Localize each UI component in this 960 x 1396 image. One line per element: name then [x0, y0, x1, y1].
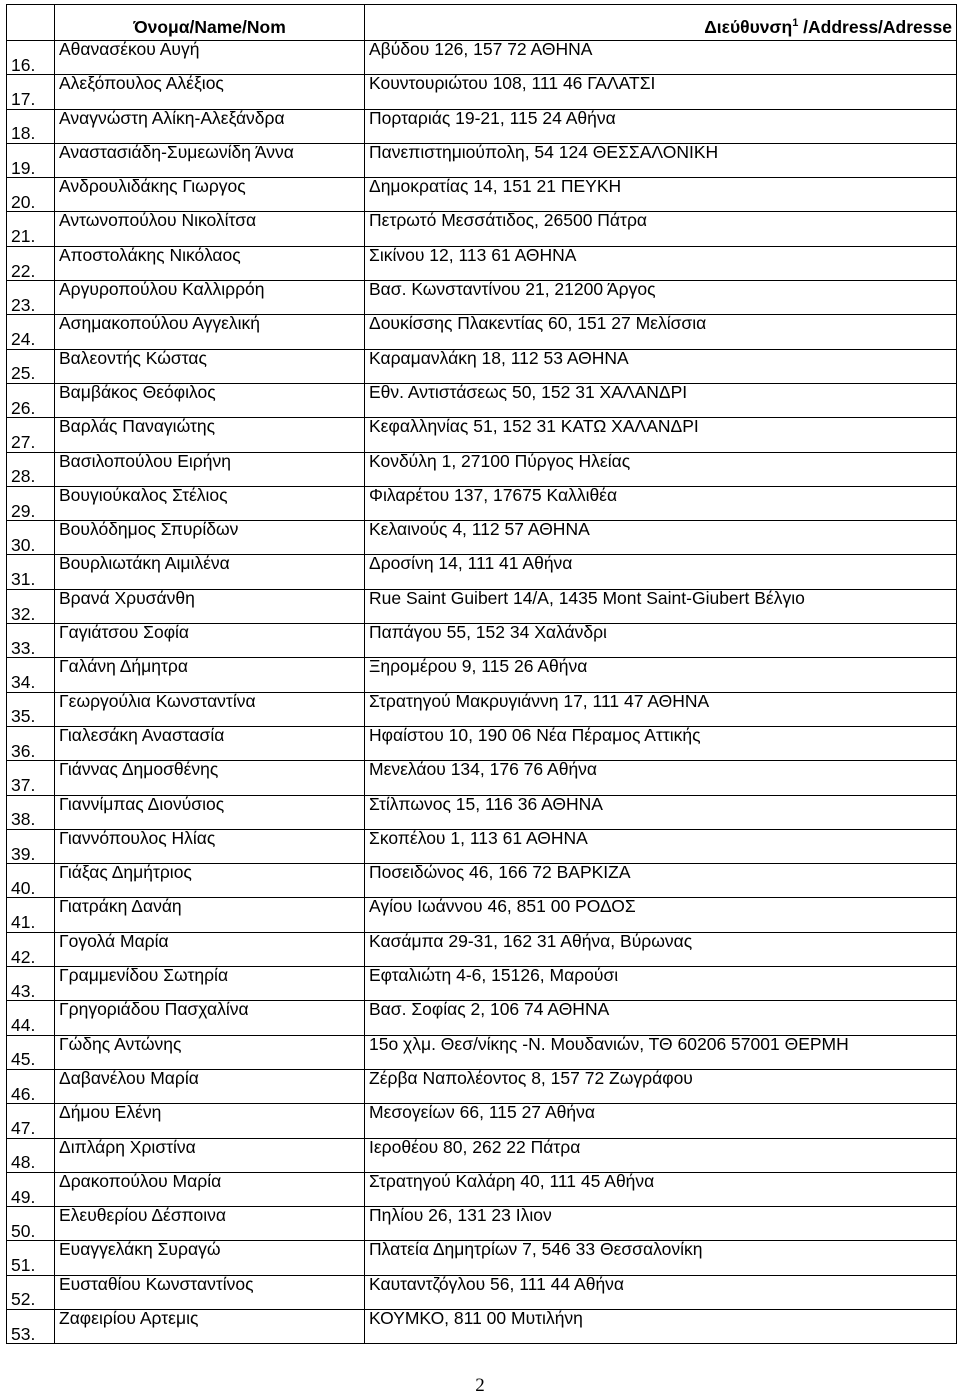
member-address: Δροσίνη 14, 111 41 Αθήνα: [365, 555, 957, 589]
row-number: 24.: [7, 315, 55, 349]
member-name: Γιατράκη Δανάη: [55, 898, 365, 932]
table-row: [7, 1035, 957, 1069]
member-name: Αναστασιάδη-Συμεωνίδη Άννα: [55, 143, 365, 177]
row-number: 21.: [7, 212, 55, 246]
member-name: Βουρλιωτάκη Αιμιλένα: [55, 555, 365, 589]
member-address: Κασάμπα 29-31, 162 31 Αθήνα, Βύρωνας: [365, 932, 957, 966]
table-row: [7, 864, 957, 898]
member-name: Βουλόδημος Σπυρίδων: [55, 521, 365, 555]
table-row: [7, 932, 957, 966]
row-number: 51.: [7, 1241, 55, 1275]
table-row: [7, 795, 957, 829]
row-number: 28.: [7, 452, 55, 486]
row-number: 50.: [7, 1207, 55, 1241]
row-number: 39.: [7, 829, 55, 863]
member-name: Γαγιάτσου Σοφία: [55, 624, 365, 658]
member-address: Στίλπωνος 15, 116 36 ΑΘΗΝΑ: [365, 795, 957, 829]
member-address: Πλατεία Δημητρίων 7, 546 33 Θεσσαλονίκη: [365, 1241, 957, 1275]
row-number: 17.: [7, 75, 55, 109]
table-row: [7, 349, 957, 383]
member-address: Κελαινούς 4, 112 57 ΑΘΗΝΑ: [365, 521, 957, 555]
row-number: 41.: [7, 898, 55, 932]
member-address: Αγίου Ιωάννου 46, 851 00 ΡΟΔΟΣ: [365, 898, 957, 932]
member-address: Βασ. Κωνσταντίνου 21, 21200 Άργος: [365, 281, 957, 315]
member-address: Βασ. Σοφίας 2, 106 74 ΑΘΗΝΑ: [365, 1001, 957, 1035]
member-address: Πανεπιστημιούπολη, 54 124 ΘΕΣΣΑΛΟΝΙΚΗ: [365, 143, 957, 177]
table-row: [7, 521, 957, 555]
member-name: Γώδης Αντώνης: [55, 1035, 365, 1069]
row-number: 52.: [7, 1275, 55, 1309]
member-address: Αβύδου 126, 157 72 ΑΘΗΝΑ: [365, 41, 957, 75]
member-name: Γιαλεσάκη Αναστασία: [55, 726, 365, 760]
member-address: Rue Saint Guibert 14/A, 1435 Mont Saint-Giubert Βέλγιο: [365, 589, 957, 623]
member-address: Πηλίου 26, 131 23 Ιλιον: [365, 1207, 957, 1241]
table-row: [7, 967, 957, 1001]
table-row: [7, 315, 957, 349]
member-address: ΚΟΥΜΚΟ, 811 00 Μυτιλήνη: [365, 1309, 957, 1343]
header-number: [7, 5, 55, 41]
table-row: [7, 555, 957, 589]
table-row: [7, 212, 957, 246]
member-name: Βαρλάς Παναγιώτης: [55, 418, 365, 452]
row-number: 42.: [7, 932, 55, 966]
header-name: Όνομα/Name/Nom: [55, 5, 365, 41]
member-address: Παπάγου 55, 152 34 Χαλάνδρι: [365, 624, 957, 658]
row-number: 37.: [7, 761, 55, 795]
member-name: Ασημακοπούλου Αγγελική: [55, 315, 365, 349]
member-name: Γρηγοριάδου Πασχαλίνα: [55, 1001, 365, 1035]
member-name: Γογολά Μαρία: [55, 932, 365, 966]
table-row: [7, 1309, 957, 1343]
table-row: [7, 41, 957, 75]
member-name: Αλεξόπουλος Αλέξιος: [55, 75, 365, 109]
member-name: Γιάννας Δημοσθένης: [55, 761, 365, 795]
member-name: Ευαγγελάκη Συραγώ: [55, 1241, 365, 1275]
member-name: Αποστολάκης Νικόλαος: [55, 246, 365, 280]
member-name: Δαβανέλου Μαρία: [55, 1069, 365, 1103]
table-row: [7, 589, 957, 623]
member-address: Εφταλιώτη 4-6, 15126, Μαρούσι: [365, 967, 957, 1001]
row-number: 35.: [7, 692, 55, 726]
row-number: 19.: [7, 143, 55, 177]
header-row: [7, 5, 957, 41]
member-address: 15ο χλμ. Θεσ/νίκης -Ν. Μουδανιών, ΤΘ 60206 57001 ΘΕΡΜΗ: [365, 1035, 957, 1069]
member-address: Ηφαίστου 10, 190 06 Νέα Πέραμος Αττικής: [365, 726, 957, 760]
member-name: Γεωργούλια Κωνσταντίνα: [55, 692, 365, 726]
member-name: Ευσταθίου Κωνσταντίνος: [55, 1275, 365, 1309]
row-number: 48.: [7, 1138, 55, 1172]
table-row: [7, 246, 957, 280]
member-address: Καυταντζόγλου 56, 111 44 Αθήνα: [365, 1275, 957, 1309]
member-name: Ζαφειρίου Αρτεμις: [55, 1309, 365, 1343]
row-number: 45.: [7, 1035, 55, 1069]
member-name: Γραμμενίδου Σωτηρία: [55, 967, 365, 1001]
row-number: 29.: [7, 486, 55, 520]
member-address: Σκοπέλου 1, 113 61 ΑΘΗΝΑ: [365, 829, 957, 863]
member-address: Σικίνου 12, 113 61 ΑΘΗΝΑ: [365, 246, 957, 280]
member-address: Καραμανλάκη 18, 112 53 ΑΘΗΝΑ: [365, 349, 957, 383]
row-number: 20.: [7, 178, 55, 212]
row-number: 23.: [7, 281, 55, 315]
member-address: Κονδύλη 1, 27100 Πύργος Ηλείας: [365, 452, 957, 486]
table-row: [7, 75, 957, 109]
row-number: 36.: [7, 726, 55, 760]
table-row: [7, 1069, 957, 1103]
row-number: 38.: [7, 795, 55, 829]
table-row: [7, 692, 957, 726]
header-address-languages: /Address/Adresse: [798, 16, 952, 37]
member-name: Αναγνώστη Αλίκη-Αλεξάνδρα: [55, 109, 365, 143]
footnote-marker: 1: [792, 16, 799, 29]
member-address: Κεφαλληνίας 51, 152 31 ΚΑΤΩ ΧΑΛΑΝΔΡΙ: [365, 418, 957, 452]
row-number: 53.: [7, 1309, 55, 1343]
member-name: Βουγιούκαλος Στέλιος: [55, 486, 365, 520]
table-row: [7, 761, 957, 795]
member-address: Ποσειδώνος 46, 166 72 ΒΑΡΚΙΖΑ: [365, 864, 957, 898]
member-address: Μεσογείων 66, 115 27 Αθήνα: [365, 1104, 957, 1138]
table-row: [7, 1241, 957, 1275]
member-name: Δρακοπούλου Μαρία: [55, 1172, 365, 1206]
member-address: Ξηρομέρου 9, 115 26 Αθήνα: [365, 658, 957, 692]
member-address: Ζέρβα Ναπολέοντος 8, 157 72 Ζωγράφου: [365, 1069, 957, 1103]
row-number: 47.: [7, 1104, 55, 1138]
row-number: 27.: [7, 418, 55, 452]
table-row: [7, 624, 957, 658]
member-name: Βαλεοντής Κώστας: [55, 349, 365, 383]
row-number: 43.: [7, 967, 55, 1001]
table-row: [7, 452, 957, 486]
member-name: Αντωνοπούλου Νικολίτσα: [55, 212, 365, 246]
member-name: Ελευθερίου Δέσποινα: [55, 1207, 365, 1241]
member-address: Στρατηγού Μακρυγιάννη 17, 111 47 ΑΘΗΝΑ: [365, 692, 957, 726]
row-number: 22.: [7, 246, 55, 280]
table-row: [7, 1104, 957, 1138]
member-name: Γιάξας Δημήτριος: [55, 864, 365, 898]
member-address: Κουντουριώτου 108, 111 46 ΓΑΛΑΤΣΙ: [365, 75, 957, 109]
member-name: Γιαννόπουλος Ηλίας: [55, 829, 365, 863]
row-number: 44.: [7, 1001, 55, 1035]
member-name: Βασιλοπούλου Ειρήνη: [55, 452, 365, 486]
row-number: 16.: [7, 41, 55, 75]
row-number: 25.: [7, 349, 55, 383]
table-row: [7, 726, 957, 760]
table-row: [7, 486, 957, 520]
member-address: Ιεροθέου 80, 262 22 Πάτρα: [365, 1138, 957, 1172]
table-row: [7, 898, 957, 932]
member-address: Εθν. Αντιστάσεως 50, 152 31 ΧΑΛΑΝΔΡΙ: [365, 383, 957, 417]
member-address: Δουκίσσης Πλακεντίας 60, 151 27 Μελίσσια: [365, 315, 957, 349]
member-address: Φιλαρέτου 137, 17675 Καλλιθέα: [365, 486, 957, 520]
member-address: Πετρωτό Μεσσάτιδος, 26500 Πάτρα: [365, 212, 957, 246]
page-number: 2: [475, 1375, 485, 1396]
member-name: Γαλάνη Δήμητρα: [55, 658, 365, 692]
row-number: 26.: [7, 383, 55, 417]
table-row: [7, 829, 957, 863]
member-address: Πορταριάς 19-21, 115 24 Αθήνα: [365, 109, 957, 143]
table-row: [7, 383, 957, 417]
member-name: Ανδρουλιδάκης Γιωργος: [55, 178, 365, 212]
member-name: Γιαννίμπας Διονύσιος: [55, 795, 365, 829]
member-name: Αθανασέκου Αυγή: [55, 41, 365, 75]
header-address-label: Διεύθυνση: [704, 16, 793, 37]
table-row: [7, 178, 957, 212]
row-number: 33.: [7, 624, 55, 658]
row-number: 30.: [7, 521, 55, 555]
row-number: 34.: [7, 658, 55, 692]
table-row: [7, 1275, 957, 1309]
row-number: 40.: [7, 864, 55, 898]
table-row: [7, 418, 957, 452]
member-address-table: [6, 4, 957, 1344]
header-address: [365, 5, 957, 41]
table-row: [7, 109, 957, 143]
member-name: Βρανά Χρυσάνθη: [55, 589, 365, 623]
row-number: 46.: [7, 1069, 55, 1103]
table-row: [7, 658, 957, 692]
table-row: [7, 1001, 957, 1035]
row-number: 31.: [7, 555, 55, 589]
table-row: [7, 281, 957, 315]
member-name: Βαμβάκος Θεόφιλος: [55, 383, 365, 417]
member-name: Διπλάρη Χριστίνα: [55, 1138, 365, 1172]
table-row: [7, 1138, 957, 1172]
member-address: Μενελάου 134, 176 76 Αθήνα: [365, 761, 957, 795]
member-name: Δήμου Ελένη: [55, 1104, 365, 1138]
table-row: [7, 143, 957, 177]
table-row: [7, 1207, 957, 1241]
member-address: Στρατηγού Καλάρη 40, 111 45 Αθήνα: [365, 1172, 957, 1206]
row-number: 49.: [7, 1172, 55, 1206]
member-address: Δημοκρατίας 14, 151 21 ΠΕΥΚΗ: [365, 178, 957, 212]
row-number: 18.: [7, 109, 55, 143]
member-name: Αργυροπούλου Καλλιρρόη: [55, 281, 365, 315]
row-number: 32.: [7, 589, 55, 623]
table-row: [7, 1172, 957, 1206]
